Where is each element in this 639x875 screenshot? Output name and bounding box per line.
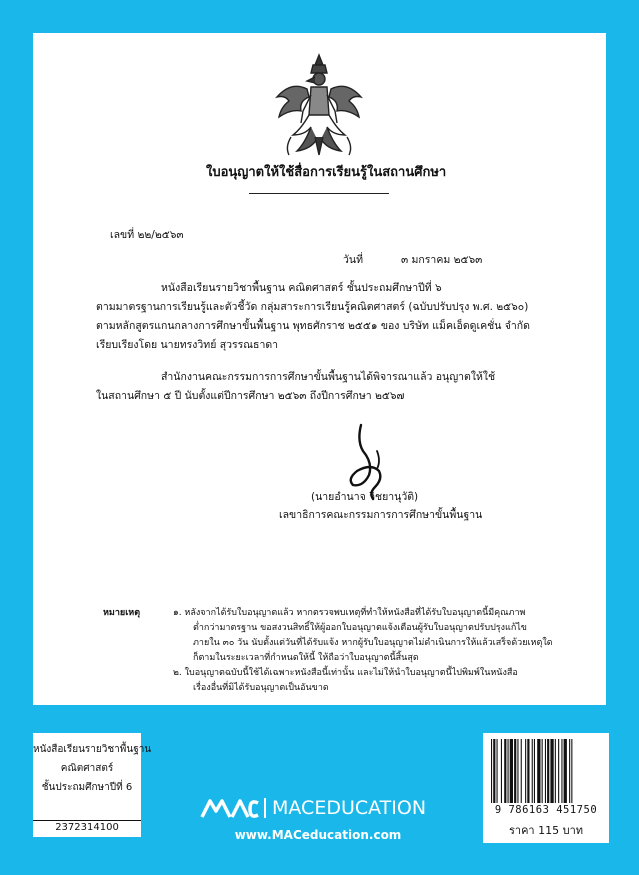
label-line: หนังสือเรียนรายวิชาพื้นฐาน: [33, 744, 152, 755]
document-number: เลขที่ ๒๒/๒๕๖๓: [110, 229, 184, 241]
signer-position: เลขาธิการคณะกรรมการการศึกษาขั้นพื้นฐาน: [279, 509, 483, 521]
date-value: ๓ มกราคม ๒๕๖๓: [401, 254, 483, 266]
body-line: เรียบเรียงโดย นายทรงวิทย์ สุวรรณธาดา: [96, 339, 279, 351]
note-line: เรื่องอื่นที่มิได้รับอนุญาตเป็นอันขาด: [193, 683, 329, 693]
note-line: ต่ำกว่ามาตรฐาน ขอสงวนสิทธิ์ให้ผู้ออกใบอนุญาตแจ้งเตือนผู้รับใบอนุญาตปรับปรุงแก้ไข: [193, 623, 527, 633]
document-title: ใบอนุญาตให้ใช้สื่อการเรียนรู้ในสถานศึกษา: [206, 165, 447, 180]
note-line: ภายใน ๓๐ วัน นับตั้งแต่วันที่ได้รับแจ้ง หากผู้รับใบอนุญาตไม่ดำเนินการให้แล้วเสร็จด้วยเหตุใด: [193, 638, 553, 648]
label-code: 2372314100: [55, 822, 119, 833]
note-line: ก็ตามในระยะเวลาที่กำหนดให้นี้ ให้ถือว่าใบอนุญาตนี้สิ้นสุด: [193, 653, 419, 663]
license-document: [33, 33, 606, 705]
note-line: ๒. ใบอนุญาตฉบับนี้ใช้ได้เฉพาะหนังสือนี้เท่านั้น และไม่ให้นำใบอนุญาตนี้ไปพิมพ์ในหนังสือ: [173, 668, 518, 678]
label-line: คณิตศาสตร์: [60, 763, 114, 774]
barcode-area: [483, 733, 609, 843]
isbn-number: 9 786163 451750: [494, 804, 598, 816]
label-divider: [33, 820, 141, 821]
mac-logo-icon: [200, 797, 260, 819]
title-rule: [249, 193, 389, 194]
price: ราคา 115 บาท: [508, 824, 584, 837]
date-label: วันที่: [343, 254, 363, 266]
body-line: ตามหลักสูตรแกนกลางการศึกษาขั้นพื้นฐาน พุทธศักราช ๒๕๕๑ ของ บริษัท แม็คเอ็ดดูเคชั่น จำกัด: [96, 320, 530, 332]
notes-label: หมายเหตุ: [103, 608, 141, 618]
body-line: หนังสือเรียนรายวิชาพื้นฐาน คณิตศาสตร์ ชั้นประถมศึกษาปีที่ ๖: [161, 282, 442, 294]
body-line: สำนักงานคณะกรรมการการศึกษาขั้นพื้นฐานได้พิจารณาแล้ว อนุญาตให้ใช้: [161, 371, 496, 383]
logo-divider: [264, 798, 266, 818]
book-label: [33, 733, 152, 837]
label-line: ชั้นประถมศึกษาปีที่ 6: [41, 782, 133, 793]
garuda-emblem-icon: [271, 51, 367, 159]
body-line: ในสถานศึกษา ๕ ปี นับตั้งแต่ปีการศึกษา ๒๕๖๓ ถึงปีการศึกษา ๒๕๖๗: [96, 390, 405, 402]
barcode-icon: [491, 739, 601, 803]
note-line: ๑. หลังจากได้รับใบอนุญาตแล้ว หากตรวจพบเหตุที่ทำให้หนังสือที่ได้รับใบอนุญาตนี้มีคุณภาพ: [173, 608, 526, 618]
signer-name: (นายอำนาจ วิชยานุวัติ): [311, 491, 419, 503]
brand-url[interactable]: www.MACeducation.com: [234, 828, 402, 842]
body-line: ตามมาตรฐานการเรียนรู้และตัวชี้วัด กลุ่มสาระการเรียนรู้คณิตศาสตร์ (ฉบับปรับปรุง พ.ศ. ๒๕๖๐): [96, 301, 529, 313]
brand-name: MACEDUCATION: [272, 797, 427, 819]
